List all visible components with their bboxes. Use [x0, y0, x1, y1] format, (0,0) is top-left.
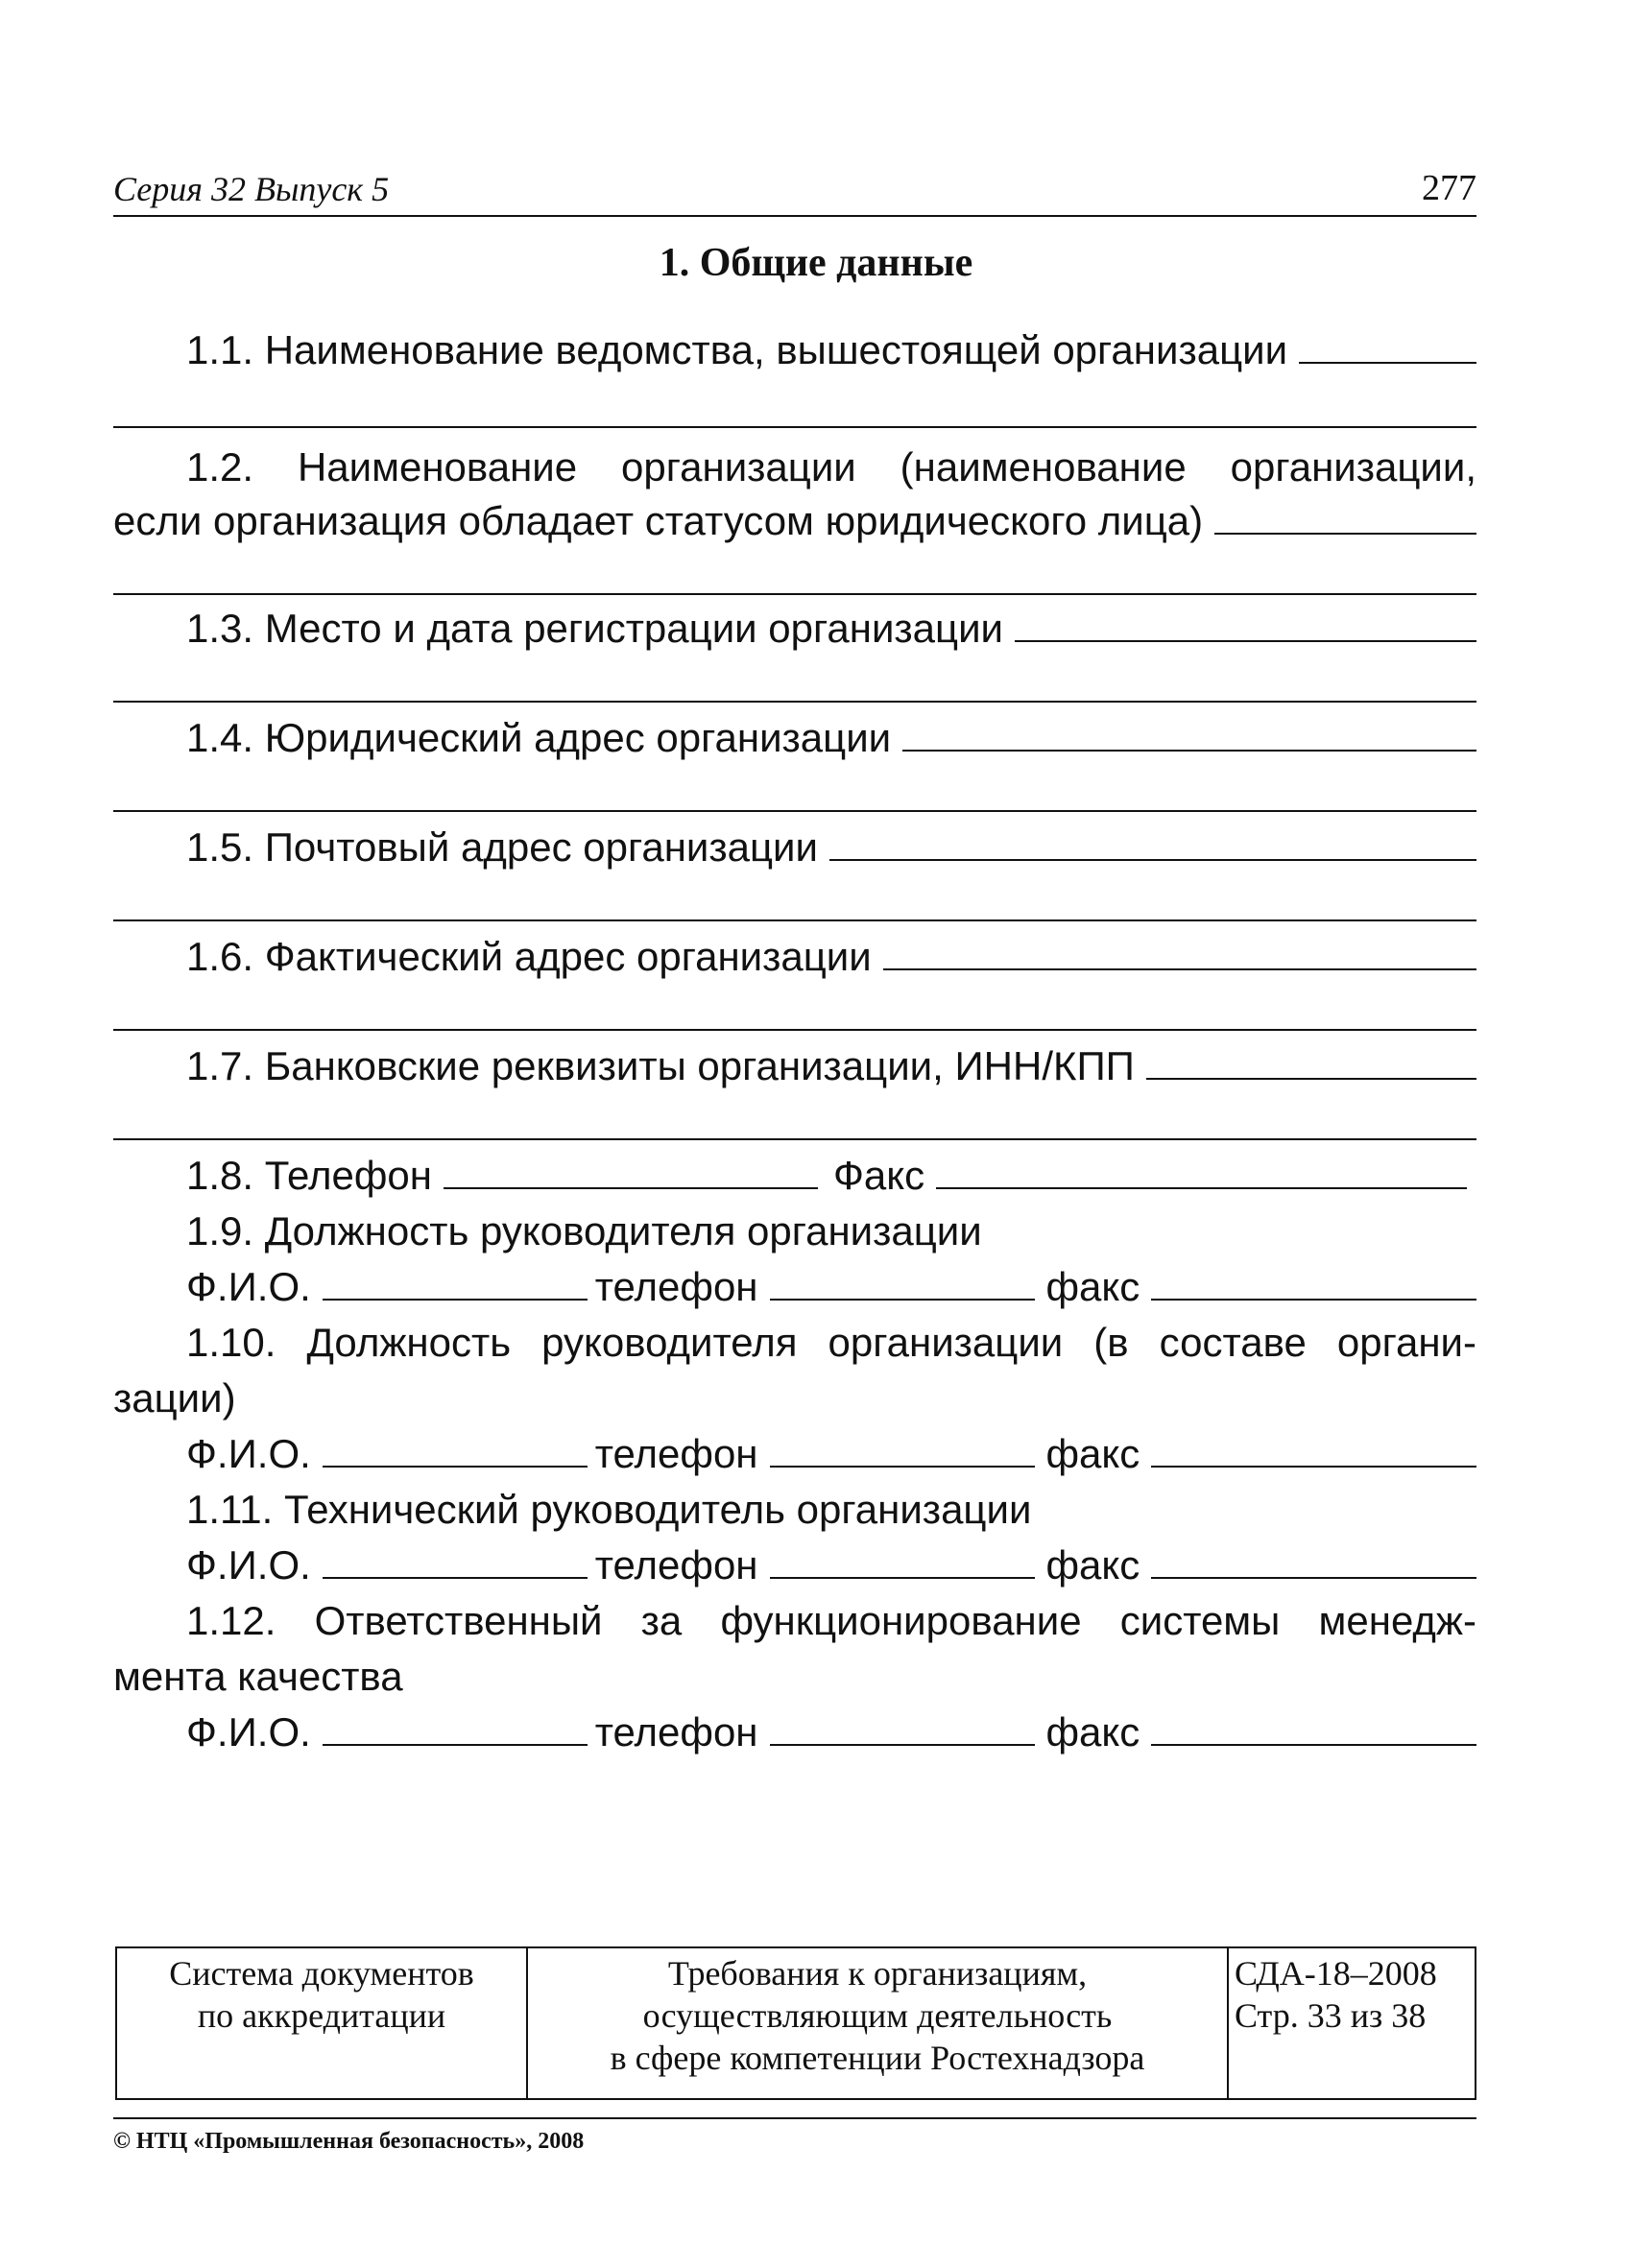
footer-cell-system	[117, 1948, 528, 2098]
answer-line[interactable]	[1146, 1039, 1476, 1080]
item-1-8	[113, 1148, 1476, 1204]
answer-line[interactable]	[113, 593, 1476, 595]
item-1-10-line1	[113, 1315, 1476, 1371]
phone-field[interactable]	[770, 1427, 1035, 1468]
item-1-10-line2	[113, 1371, 1476, 1426]
item-label: 1.4. Юридический адрес организации	[186, 715, 892, 760]
phone-field[interactable]	[770, 1539, 1035, 1579]
footer-text: Требования к организациям,	[667, 1954, 1088, 1993]
phone-field[interactable]	[770, 1706, 1035, 1746]
phone-label: телефон	[594, 1542, 758, 1588]
phone-label: телефон	[594, 1709, 758, 1755]
footer-cell-title	[528, 1948, 1229, 2098]
item-label: 1.2. Наименование организации (наименование организации,	[186, 444, 1476, 489]
answer-line[interactable]	[1299, 323, 1476, 364]
fax-label: факс	[1045, 1431, 1140, 1476]
fax-field[interactable]	[936, 1149, 1467, 1189]
footer-cell-code	[1229, 1948, 1475, 2098]
phone-field[interactable]	[444, 1149, 818, 1189]
item-1-11	[113, 1482, 1476, 1538]
item-1-3	[113, 601, 1476, 657]
footer-text: по аккредитации	[197, 1996, 446, 2035]
item-label: если организация обладает статусом юридического лица)	[113, 498, 1204, 543]
item-label: 1.11. Технический руководитель организации	[186, 1487, 1032, 1532]
section-title: 1. Общие данные	[659, 241, 973, 285]
item-label: 1.7. Банковские реквизиты организации, ИНН/КПП	[186, 1043, 1135, 1088]
item-label: мента качества	[113, 1654, 403, 1699]
series-label: Серия 32 Выпуск 5	[113, 170, 390, 208]
fax-label: факс	[1045, 1542, 1140, 1588]
answer-line[interactable]	[113, 426, 1476, 428]
item-1-2-line2	[113, 493, 1476, 549]
fax-field[interactable]	[1151, 1539, 1476, 1579]
item-label: 1.10. Должность руководителя организации (в составе органи-	[186, 1320, 1476, 1365]
phone-label: телефон	[594, 1431, 758, 1476]
item-1-7	[113, 1039, 1476, 1094]
divider	[113, 2117, 1476, 2119]
copyright-notice: © НТЦ «Промышленная безопасность», 2008	[113, 2129, 585, 2154]
phone-label: телефон	[594, 1264, 758, 1309]
fio-field[interactable]	[323, 1539, 588, 1579]
fax-label: факс	[1045, 1709, 1140, 1755]
fio-label: Ф.И.О.	[186, 1542, 311, 1588]
item-1-5	[113, 820, 1476, 875]
answer-line[interactable]	[113, 701, 1476, 703]
answer-line[interactable]	[113, 919, 1476, 921]
phone-label: 1.8. Телефон	[186, 1153, 432, 1198]
fax-field[interactable]	[1151, 1706, 1476, 1746]
fio-field[interactable]	[323, 1706, 588, 1746]
fio-label: Ф.И.О.	[186, 1709, 311, 1755]
fax-label: Факс	[832, 1153, 925, 1198]
footer-text: Система документов	[169, 1954, 474, 1993]
fax-label: факс	[1045, 1264, 1140, 1309]
answer-line[interactable]	[113, 1138, 1476, 1140]
item-1-1	[113, 322, 1476, 378]
item-1-12-line1	[113, 1593, 1476, 1649]
fax-field[interactable]	[1151, 1260, 1476, 1301]
item-label: 1.5. Почтовый адрес организации	[186, 824, 818, 870]
document-footer-table	[115, 1946, 1476, 2100]
answer-line[interactable]	[113, 810, 1476, 812]
item-label: зации)	[113, 1375, 236, 1420]
answer-line[interactable]	[902, 711, 1476, 752]
item-1-2-line1	[113, 440, 1476, 495]
item-1-9	[113, 1204, 1476, 1259]
footer-text: осуществляющим деятельность	[642, 1996, 1113, 2035]
answer-line[interactable]	[829, 821, 1476, 861]
item-label: 1.6. Фактический адрес организации	[186, 934, 872, 979]
answer-line[interactable]	[113, 1029, 1476, 1031]
fio-label: Ф.И.О.	[186, 1431, 311, 1476]
fio-field[interactable]	[323, 1427, 588, 1468]
answer-line[interactable]	[1015, 602, 1476, 642]
item-label: 1.9. Должность руководителя организации	[186, 1208, 982, 1253]
item-label: 1.1. Наименование ведомства, вышестоящей организации	[186, 327, 1288, 372]
item-label: 1.3. Место и дата регистрации организации	[186, 606, 1004, 651]
fio-label: Ф.И.О.	[186, 1264, 311, 1309]
contact-row	[113, 1538, 1476, 1593]
item-label: 1.12. Ответственный за функционирование системы менедж-	[186, 1598, 1476, 1643]
contact-row	[113, 1705, 1476, 1760]
item-1-12-line2	[113, 1649, 1476, 1705]
item-1-6	[113, 929, 1476, 985]
footer-text: в сфере компетенции Ростехнадзора	[610, 2039, 1145, 2077]
running-head	[113, 161, 1476, 217]
answer-line[interactable]	[883, 930, 1476, 970]
page-of-pages: Стр. 33 из 38	[1235, 1996, 1427, 2035]
item-1-4	[113, 710, 1476, 766]
contact-row	[113, 1426, 1476, 1482]
document-code: СДА-18–2008	[1235, 1954, 1437, 1993]
phone-field[interactable]	[770, 1260, 1035, 1301]
answer-line[interactable]	[1214, 494, 1476, 535]
fio-field[interactable]	[323, 1260, 588, 1301]
fax-field[interactable]	[1151, 1427, 1476, 1468]
contact-row	[113, 1259, 1476, 1315]
page-number: 277	[1422, 168, 1476, 208]
